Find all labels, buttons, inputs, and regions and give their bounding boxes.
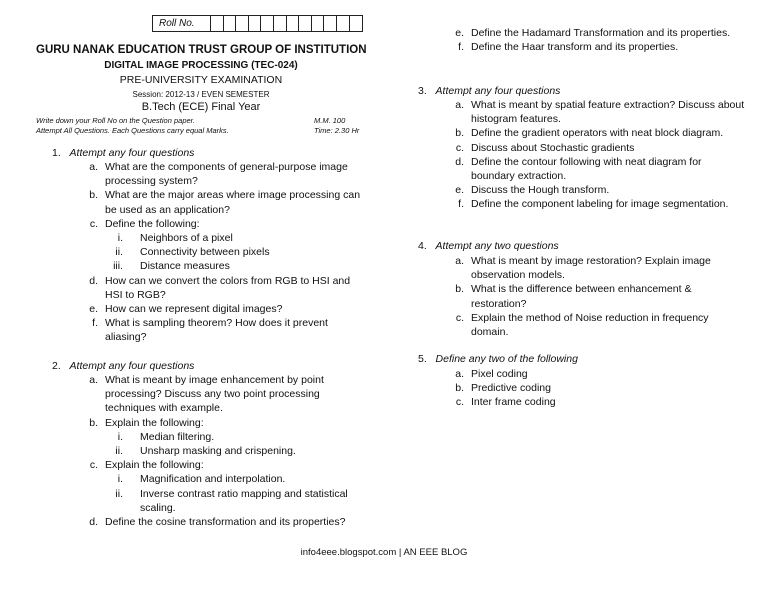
exam-title: PRE-UNIVERSITY EXAMINATION [119,74,283,86]
item-marker: ii. [115,246,123,259]
sub-question [80,515,370,529]
question-3-body [446,98,746,212]
item-marker: b. [455,127,464,140]
item-marker: a. [455,255,464,267]
item-text: Discuss about Stochastic gradients [471,141,635,154]
sub-question [446,311,746,339]
item-text: Define the contour following with neat diagram for boundary extraction. [471,155,702,183]
question-instruction: Attempt any four questions [69,360,195,372]
roll-cell [274,16,287,31]
item-text: How can we convert the colors from RGB to HSI and HSI to RGB? [105,274,351,301]
item-marker: f. [92,317,98,330]
sub-question [446,183,746,197]
item-text: What are the major areas where image processing can be used as an application? [105,189,361,216]
roll-number-box [152,15,363,32]
sub-question [446,26,746,40]
sub-question [80,274,370,302]
sub-question [80,316,370,344]
sub-sub-item [80,245,370,259]
roll-cell [337,16,350,31]
question-number: 1. [52,147,61,159]
item-text: Predictive coding [471,382,551,395]
instruction-roll: Write down your Roll No on the Question paper. [36,116,195,125]
item-marker: b. [455,382,464,395]
question-instruction: Attempt any four questions [69,147,195,159]
footer-credit: info4eee.blogspot.com | AN EEE BLOG [300,547,468,558]
item-marker: b. [89,189,98,202]
item-text: Connectivity between pixels [140,246,270,259]
item-marker: b. [455,283,464,296]
item-marker: i. [117,430,123,443]
sub-question [80,188,370,216]
item-marker: c. [455,396,464,409]
question-number: 4. [418,240,427,252]
sub-sub-item [80,472,370,486]
sub-sub-item [80,444,370,458]
item-text: Inter frame coding [471,396,556,409]
item-text: Define the component labeling for image segmentation. [471,198,729,211]
roll-number-label: Roll No. [153,16,211,31]
item-text: Pixel coding [471,368,528,380]
sub-question [80,160,370,188]
item-marker: e. [455,184,464,197]
institution-name: GURU NANAK EDUCATION TRUST GROUP OF INSTITUTION [36,44,367,56]
roll-cell [249,16,262,31]
item-text: Magnification and interpolation. [140,473,286,486]
item-text: How can we represent digital images? [105,303,283,316]
item-marker: ii. [115,445,123,458]
question-1-body [80,160,370,345]
item-text: Explain the method of Noise reduction in frequency domain. [471,311,709,339]
item-marker: c. [455,311,464,324]
max-marks: M.M. 100 [314,116,346,125]
item-marker: c. [89,459,98,472]
item-text: Explain the following: [105,459,204,472]
item-marker: ii. [115,487,123,500]
roll-cell [261,16,274,31]
sub-question [446,141,746,155]
item-text: What is meant by spatial feature extraction? Discuss about histogram features. [471,99,745,126]
sub-question [80,217,370,231]
subject-title: DIGITAL IMAGE PROCESSING (TEC-024) [104,60,298,71]
question-5-body [446,367,746,410]
item-text: What is meant by image restoration? Explain image observation models. [471,255,711,282]
question-4-body [446,254,746,339]
item-marker: f. [458,41,464,54]
item-marker: c. [455,141,464,154]
item-marker: d. [89,274,98,287]
item-text: Unsharp masking and crispening. [140,445,296,458]
sub-question [446,367,746,381]
item-text: Median filtering. [140,430,215,443]
question-instruction: Attempt any two questions [435,240,559,252]
item-marker: b. [89,416,98,429]
roll-cell [211,16,224,31]
sub-question [446,155,746,183]
roll-cell [324,16,337,31]
question-4-heading [418,239,559,253]
sub-question [446,40,746,54]
sub-question [80,416,370,430]
session-line: Session: 2012-13 / EVEN SEMESTER [132,90,270,99]
instruction-attempt: Attempt All Questions. Each Questions carry equal Marks. [36,126,229,135]
sub-sub-item [80,259,370,273]
sub-question [446,197,746,211]
question-2-heading [52,359,194,373]
item-text: What are the components of general-purpose image processing system? [105,161,348,188]
item-text: Explain the following: [105,416,204,429]
item-text: What is sampling theorem? How does it prevent aliasing? [105,317,328,344]
item-text: Define the Hadamard Transformation and its properties. [471,27,731,39]
question-instruction: Attempt any four questions [435,85,561,97]
item-text: Define the Haar transform and its properties. [471,41,679,54]
item-marker: i. [117,232,123,245]
question-number: 2. [52,360,61,372]
item-text: Inverse contrast ratio mapping and statistical scaling. [140,487,348,514]
item-marker: d. [89,516,98,529]
item-text: What is the difference between enhancement & restoration? [471,283,692,310]
item-text: Define the following: [105,217,200,230]
question-number: 3. [418,85,427,97]
item-marker: a. [89,374,98,386]
question-instruction: Define any two of the following [435,353,578,365]
item-text: Discuss the Hough transform. [471,184,610,197]
question-1-heading [52,146,194,160]
roll-cell [350,16,363,31]
roll-cell [287,16,300,31]
roll-cell [299,16,312,31]
sub-question [446,381,746,395]
sub-sub-item [80,487,370,515]
sub-question [446,395,746,409]
sub-question [446,282,746,310]
question-2-continued [446,26,746,54]
time-allowed: Time: 2.30 Hr [314,126,360,135]
item-text: What is meant by image enhancement by point processing? Discuss any two point processing techniques with example. [105,374,324,415]
sub-sub-item [80,430,370,444]
sub-question [80,458,370,472]
item-marker: e. [455,27,464,39]
sub-question [446,254,746,282]
sub-sub-item [80,231,370,245]
item-marker: a. [455,368,464,380]
sub-question [80,302,370,316]
item-marker: d. [455,155,464,168]
item-marker: iii. [113,260,123,273]
roll-cell [224,16,237,31]
item-marker: i. [117,473,123,486]
question-3-heading [418,84,560,98]
item-marker: c. [89,217,98,230]
item-marker: a. [455,99,464,111]
item-text: Define the gradient operators with neat block diagram. [471,127,724,140]
item-marker: f. [458,198,464,211]
item-text: Distance measures [140,260,230,273]
sub-question [80,373,370,416]
question-5-heading [418,352,578,366]
sub-question [446,126,746,140]
item-marker: e. [89,303,98,316]
roll-cell [236,16,249,31]
item-marker: a. [89,161,98,173]
question-number: 5. [418,353,427,365]
course-line: B.Tech (ECE) Final Year [141,101,261,113]
question-2-body [80,373,370,529]
item-text: Neighbors of a pixel [140,232,233,245]
sub-question [446,98,746,126]
item-text: Define the cosine transformation and its properties? [105,516,346,529]
roll-cell [312,16,325,31]
